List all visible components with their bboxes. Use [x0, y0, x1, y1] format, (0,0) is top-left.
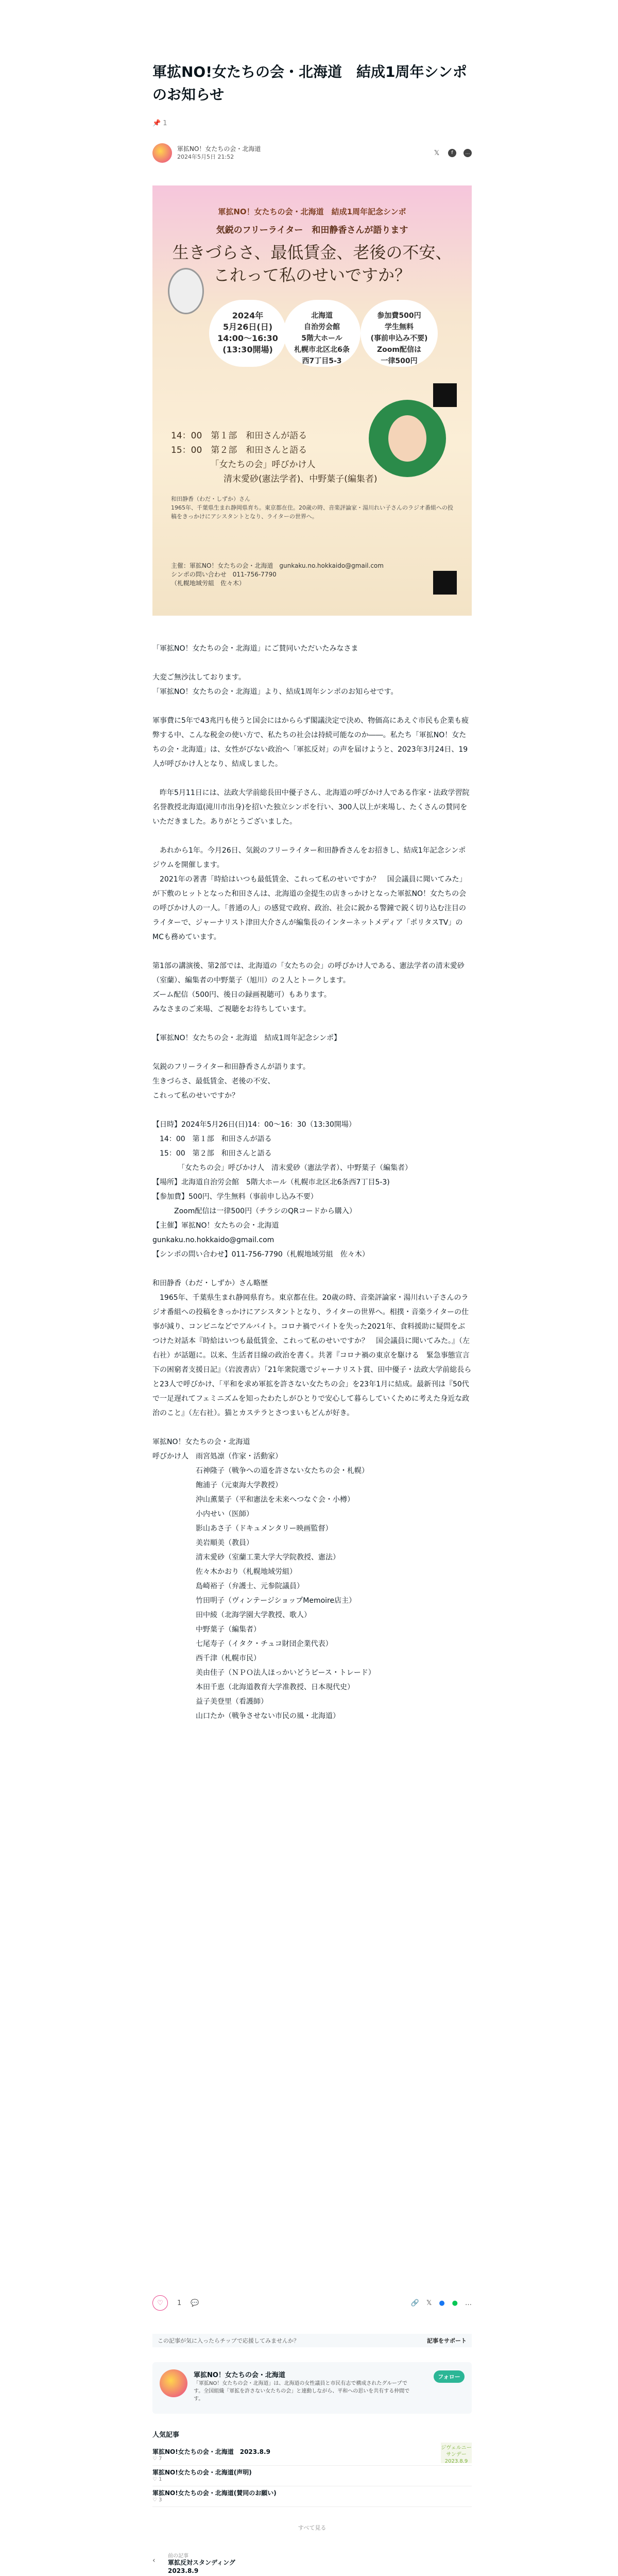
pin-row [152, 120, 167, 127]
body-paragraph: 「軍拡NO！女たちの会・北海道」にご賛同いただいたみなさま [152, 645, 358, 653]
article-title: 軍拡NO!女たちの会・北海道 結成1周年シンポのお知らせ [152, 63, 467, 103]
body-paragraph: 昨年5月11日には、法政大学前総長田中優子さん、北海道の呼びかけ人である作家・法政学習院名誉教授北海道(滝川市出身)を招いた独立シンポを行い、300人以上が来場し、たくさんの賛同をいただきました。ありがとうございました。 [152, 789, 470, 826]
body-paragraph: 第1部の講演後、第2部では、北海道の「女たちの会」の呼びかけ人である、憲法学者の清末愛砂（室蘭）、編集者の中野葉子（旭川）の２人とトークします。 ズーム配信（500円、後日の録画視聴可）もあります。 みなさまのご来場、ご視聴をお待ちしています。 [152, 962, 465, 1013]
chevron-left-icon: ‹ [152, 2556, 156, 2565]
author-avatar[interactable] [152, 143, 172, 163]
more-options-icon[interactable]: … [465, 2299, 472, 2307]
body-paragraph: 【日時】2024年5月26日(日)14：00〜16：30（13:30開場） 14：00 第１部 和田さんが語る 15：00 第２部 和田さんと語る 「女たちの会」呼びかけ人 清末愛砂（憲法学者）、中野葉子（編集者） 【場所】北海道自治労会館 5階大ホール（札幌市北区北6条西7丁目5-3) 【参加費】500円、学生無料（事前申し込み不要） Zoom配信は一律500円（チラシのQRコードから購入） 【主催】軍拡NO！女たちの会・北海道 gunkaku.no.hokkaido@gmail.com 【シンポの問い合わせ】011-756-7790（札幌地域労組 佐々木） [152, 1121, 412, 1259]
popular-item-likes: ♡ 1 [152, 2477, 162, 2482]
facebook-share-icon[interactable]: f [448, 149, 456, 157]
more-options-icon[interactable]: … [464, 149, 472, 157]
like-button[interactable]: ♡ [152, 2295, 168, 2311]
profile-name[interactable]: 軍拡NO！女たちの会・北海道 [194, 2371, 285, 2379]
body-paragraph: 軍事費に5年で43兆円も使うと国会にはかららず閣議決定で決め、物価高にあえぐ市民も企業も疲弊する中、こんな税金の使い方で、私たちの社会は持続可能なのか――。私たち「軍拡NO！女たちの会・北海道」は、女性がびない政治へ「軍拡反対」の声を届けようと、2023年3月24日、19人が呼びかけ人となり、結成しました。 [152, 717, 469, 768]
popular-item[interactable] [152, 2466, 472, 2486]
popular-heading: 人気記事 [152, 2431, 180, 2439]
link-icon[interactable]: 🔗 [410, 2299, 419, 2307]
profile-description: 「軍拡NO！女たちの会・北海道」は、北海道の女性議員と市民有志で構成されたグループです。全国組織「軍拡を許さない女たちの会」と連動しながら、平和への思いを共有する仲間です。 [194, 2381, 410, 2402]
line-share-icon[interactable]: ● [452, 2299, 458, 2307]
author-row [152, 142, 472, 164]
popular-item-likes: ♡ 7 [152, 2456, 162, 2462]
speaker-portrait [369, 400, 446, 477]
article-actions [152, 2293, 472, 2313]
body-paragraph: 軍拡NO！女たちの会・北海道 呼びかけ人 雨宮処凛（作家・活動家） 石神隆子（戦争への道を許さない女たちの会・札幌） 飽浦子（元東海大学教授） 沖山薫葉子（平和憲法を未来へつなぐ会・小樽） 小内せい（医師） 影山あさ子（ドキュメンタリー映画監督） 美岩順美（教員） 清末愛砂（室蘭工業大学大学院教授、憲法） 佐々木かおり（札幌地域労組） 島崎裕子（弁護士、元参院議員） 竹田明子（ヴィンテージショップMemoire店主） 田中綾（北海学園大学教授、歌人） 中野葉子（編集者） 七尾寿子（イタク・チュコ財団企業代表） 西千津（札幌市民） 美由佳子（ＮＰＯ法人ほっかいどうピース・トレード） 本田千恵（北海道教育大学准教授、日本現代史） 益子美登里（看護師） 山口たか（戦争させない市民の風・北海道） [152, 1438, 375, 1720]
previous-label: 前の記事 [168, 2553, 188, 2559]
popular-item[interactable] [152, 2486, 472, 2507]
popular-item-title[interactable]: 軍拡NO!女たちの会・北海道(声明) [152, 2469, 252, 2476]
body-paragraph: 大変ご無沙汰しております。 「軍拡NO！女たちの会・北海道」より、結成1周年シンポのお知らせです。 [152, 673, 398, 696]
qr-code-bottom [433, 571, 457, 595]
poster-speaker-line: 気鋭のフリーライター 和田静香さんが語ります [216, 225, 408, 235]
follow-button[interactable]: フォロー [434, 2370, 465, 2383]
body-paragraph: 気鋭のフリーライター和田静香さんが語ります。 生きづらさ、最低賃金、老後の不安、 これって私のせいですか？ [152, 1063, 310, 1100]
article-body [152, 641, 472, 1738]
body-paragraph: 和田静香（わだ・しずか）さん略歴 1965年、千葉県生まれ静岡県育ち。東京都在住。20歳の時、音楽評論家・湯川れい子さんのラジオ番組への投稿をきっかけにアシスタントとなり、ライターの世界へ。相撲・音楽ライターの仕事が減り、コンビニなどでアルバイト。コロナ禍でバイトを失った2021年、食料援助に疑問をぶつけた対話本『時給はいつも最低賃金、これって私のせいですか？ 国会議員に聞いてみた。』（左右社）が話題に。以来、生活者目線の政治を書く。共著『コロナ禍の東京を駆ける 緊急事態宣言下の困窮者支援日記』（岩波書店）「21年衆院選でジャーナリスト賞、田中優子・法政大学前総長らと23人で呼びかけ、「平和を求め軍拡を許さない女たちの会」を23年1月に結成。最新刊は『50代で一足遅れてフェミニズムを知ったわたしがひとりで安心して暮らしていくために考えた身近な政治のこと』（左右社）。猫とカステラとさつまいもどんが好き。 [152, 1279, 472, 1417]
see-all-link[interactable]: すべて見る [298, 2524, 327, 2531]
poster-organizer: 主催：軍拡NO！女たちの会・北海道 gunkaku.no.hokkaido@gmail.com シンポの問い合わせ 011-756-7790 （札幌地域労組 佐々木） [171, 562, 384, 587]
popular-item-thumbnail[interactable]: ジヴェルニー サンデー 2023.8.9 [441, 2443, 472, 2463]
support-text: この記事が気に入ったらチップで応援してみませんか？ [158, 2337, 299, 2344]
poster-headline: 生きづらさ、最低賃金、老後の不安、 これって私のせいですか？ [172, 243, 452, 285]
popular-articles [152, 2429, 472, 2507]
author-name[interactable]: 軍拡NO！女たちの会・北海道 [177, 145, 261, 152]
popular-item-likes: ♡ 3 [152, 2497, 162, 2503]
x-share-icon[interactable]: 𝕏 [434, 149, 440, 157]
qr-code [433, 383, 457, 407]
moon-illustration [168, 268, 204, 314]
publish-date: 2024年5月5日 21:52 [177, 154, 234, 160]
previous-title[interactable]: 軍拡反対スタンディング 2023.8.9 [168, 2559, 235, 2574]
body-paragraph: 【軍拡NO！女たちの会・北海道 結成1周年記念シンポ】 [152, 1034, 341, 1042]
support-button[interactable]: 記事をサポート [427, 2337, 467, 2344]
event-poster [152, 185, 472, 616]
facebook-share-icon[interactable]: ● [439, 2299, 445, 2307]
popular-item-title[interactable]: 軍拡NO!女たちの会・北海道 2023.8.9 [152, 2448, 270, 2455]
pin-count: 1 [163, 120, 167, 127]
popular-item[interactable] [152, 2445, 472, 2466]
poster-date-cloud: 2024年 5月26日(日) 14:00〜16:30 (13:30開場) [209, 300, 286, 367]
pin-icon: 📌 [152, 120, 161, 127]
author-profile-card [152, 2362, 472, 2414]
profile-avatar[interactable] [160, 2369, 187, 2397]
poster-profile-text: 和田静香（わだ・しずか）さん 1965年、千葉県生まれ静岡県育ち。東京都在住。20歳の時、音楽評論家・湯川れい子さんのラジオ番組への投稿をきっかけにアシスタントとなり、ライターの世界へ。 [171, 496, 453, 520]
like-count: 1 [177, 2299, 182, 2307]
x-share-icon[interactable]: 𝕏 [426, 2299, 432, 2307]
poster-venue-cloud: 北海道 自治労会館 5階大ホール 札幌市北区北6条 西7丁目5-3 [283, 300, 360, 367]
support-banner [152, 2334, 472, 2347]
poster-fee-cloud: 参加費500円 学生無料 (事前申込み不要) Zoom配信は 一律500円 [360, 300, 438, 367]
poster-program: 14：00 第１部 和田さんが語る 15：00 第２部 和田さんと語る 「女たちの会」呼びかけ人 清末愛砂(憲法学者)、中野葉子(編集者) [171, 431, 377, 484]
popular-item-title[interactable]: 軍拡NO!女たちの会・北海道(賛同のお願い) [152, 2489, 277, 2497]
comment-icon[interactable]: 💬 [191, 2299, 199, 2307]
poster-subtitle: 軍拡NO！女たちの会・北海道 結成1周年記念シンポ [218, 207, 406, 216]
body-paragraph: あれから1年。今月26日、気鋭のフリーライター和田静香さんをお招きし、結成1年記念シンポジウムを開催します。 2021年の著書「時給はいつも最低賃金、これって私のせいですか？ 国会議員に聞いてみた」が下敷のヒットとなった和田さんは、北海道の金提生の店きっかけとなった軍拡NO！女たちの会の呼びかけ人の一人。「普通の人」の感覚で政府、政治、社会に鋭かる警鐘で鋭く切り込む注目のライターで、ジャーナリスト津田大介さんが編集長のインターネットメディア「ポリタスTV」のMCも務めています。 [152, 846, 467, 941]
previous-article[interactable] [152, 2546, 472, 2576]
